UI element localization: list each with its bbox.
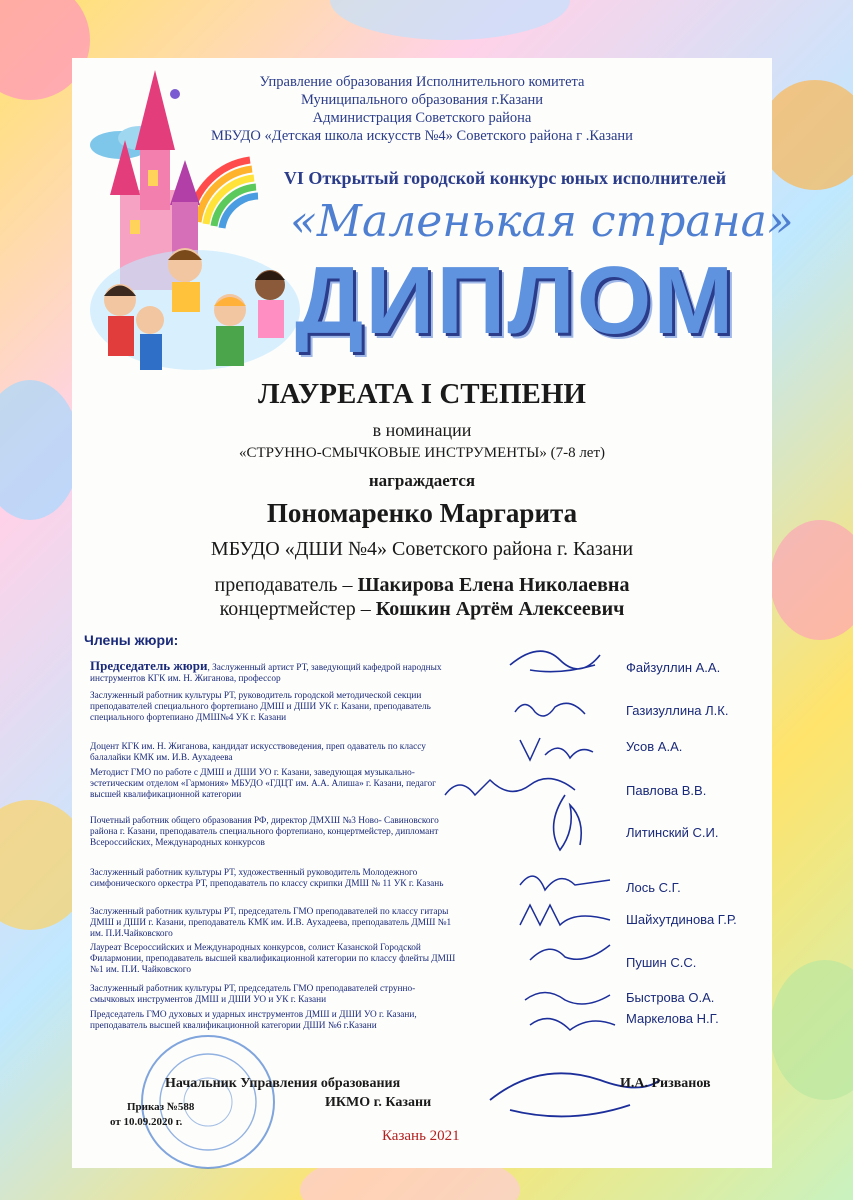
- jury-member-name: Литинский С.И.: [626, 825, 719, 840]
- recipient-school: МБУДО «ДШИ №4» Советского района г. Казани: [210, 538, 634, 560]
- jury-chair-text: , Заслуженный артист РТ, заведующий кафедрой народных инструментов КГК им. Н. Жиганова, профессор: [90, 663, 442, 684]
- header-line-1: Управление образования Исполнительного комитета: [259, 74, 585, 90]
- signature-image: [520, 985, 620, 1040]
- accompanist-label: концертмейстер –: [219, 598, 371, 620]
- border-decoration: [330, 0, 570, 40]
- jury-member-desc: Доцент КГК им. Н. Жиганова, кандидат искусствоведения, преп одаватель по классу балалайки КМК им. И.В. Аухадеева: [90, 742, 426, 763]
- contest-title: VI Открытый городской конкурс юных исполнителей: [283, 168, 727, 188]
- signature-image: [525, 935, 615, 970]
- jury-chair-name: Файзуллин А.А.: [626, 660, 721, 675]
- nomination-label: в номинации: [372, 420, 472, 440]
- jury-member-name: Лось С.Г.: [626, 880, 681, 895]
- city-year: Казань 2021: [382, 1128, 460, 1144]
- jury-member-desc: Почетный работник общего образования РФ, директор ДМХШ №3 Ново- Савиновского района г. Казани, преподаватель специального фортепиано, концертмейстер, дипломант Всероссийских, Международных конкурсов: [90, 816, 439, 848]
- header-line-4: МБУДО «Детская школа искусств №4» Советского района г .Казани: [211, 128, 633, 144]
- jury-member-desc: Председатель ГМО духовых и ударных инструментов ДМШ и ДШИ УО г. Казани, преподаватель высшей квалификационной категории ДШИ №6 г.Казани: [90, 1010, 417, 1031]
- jury-member-desc: Лауреат Всероссийских и Международных конкурсов, солист Казанской Городской Филармонии, преподаватель высшей квалификационной категории по классу флейты ДМШ №1 им. П.И. Чайковского: [90, 943, 456, 975]
- jury-member-name: Павлова В.В.: [626, 783, 707, 798]
- awarded-label: награждается: [368, 471, 476, 490]
- diploma-title: ДИПЛОМ: [295, 247, 736, 354]
- head-name: И.А. Ризванов: [620, 1076, 711, 1091]
- head-title-line-1: Начальник Управления образования: [165, 1076, 401, 1091]
- recipient-name: Пономаренко Маргарита: [266, 498, 578, 528]
- nomination: «СТРУННО-СМЫЧКОВЫЕ ИНСТРУМЕНТЫ» (7-8 лет): [238, 445, 606, 461]
- border-decoration: [760, 80, 853, 190]
- jury-title: Члены жюри:: [84, 632, 179, 648]
- jury-member-desc: Заслуженный работник культуры РТ, председатель ГМО преподавателей по классу гитары ДМШ и ДШИ г. Казани, преподаватель КМК им. И.В. Аухадеева, преподаватель ДМШ №1 им. П.И.Чайковского: [90, 907, 452, 939]
- degree: ЛАУРЕАТА I СТЕПЕНИ: [257, 378, 586, 410]
- teacher-label: преподаватель –: [214, 574, 353, 596]
- signature-image: [535, 790, 595, 860]
- accompanist-name: Кошкин Артём Алексеевич: [375, 598, 625, 620]
- border-decoration: [770, 520, 853, 640]
- jury-member-name: Быстрова О.А.: [626, 990, 715, 1005]
- jury-member-name: Шайхутдинова Г.Р.: [626, 912, 737, 927]
- signature-image: [515, 900, 615, 935]
- jury-member-name: Маркелова Н.Г.: [626, 1011, 719, 1026]
- jury-chair-label: Председатель жюри: [90, 658, 208, 673]
- accompanist-line: [90, 598, 754, 621]
- signature-image: [510, 692, 590, 727]
- jury-member-name: Газизуллина Л.К.: [626, 703, 729, 718]
- jury-member-desc: Заслуженный работник культуры РТ, руководитель городской методической секции преподавателей специального фортепиано ДМШ и ДШИ УК г. Казани, преподаватель специального фортепиано ДМШ№4 УК г. Казани: [90, 691, 431, 723]
- contest-name: «Маленькая страна»: [290, 196, 794, 247]
- signature-image: [515, 730, 595, 765]
- border-decoration: [0, 380, 80, 520]
- jury-chair-desc: [90, 660, 460, 685]
- header-line-2: Муниципального образования г.Казани: [300, 92, 544, 108]
- header-line-3: Администрация Советского района: [312, 110, 532, 126]
- jury-member-name: Усов А.А.: [626, 739, 683, 754]
- jury-member-desc: Заслуженный работник культуры РТ, художественный руководитель Молодежного симфонического оркестра РТ, преподаватель по классу скрипки ДМШ № 11 УК г. Казань: [90, 868, 444, 889]
- teacher-line: [90, 574, 754, 597]
- signature-image: [500, 635, 610, 685]
- border-decoration: [770, 960, 853, 1100]
- jury-member-name: Пушин С.С.: [626, 955, 697, 970]
- head-title-line-2: ИКМО г. Казани: [325, 1095, 432, 1110]
- jury-member-desc: Методист ГМО по работе с ДМШ и ДШИ УО г. Казани, заведующая музыкально-эстетическим отделом «Гармония» МБУДО «ГДЦТ им. А.А. Алиша» г. Казани, педагог высшей квалификационной категории: [90, 768, 436, 800]
- order-date: от 10.09.2020 г.: [110, 1116, 183, 1128]
- order-number: Приказ №588: [127, 1101, 195, 1113]
- jury-member-desc: Заслуженный работник культуры РТ, председатель ГМО преподавателей струнно-смычковых инструментов ДМШ и ДШИ УО и УК г. Казани: [90, 984, 416, 1005]
- signature-image: [515, 860, 615, 900]
- teacher-name: Шакирова Елена Николаевна: [357, 574, 630, 596]
